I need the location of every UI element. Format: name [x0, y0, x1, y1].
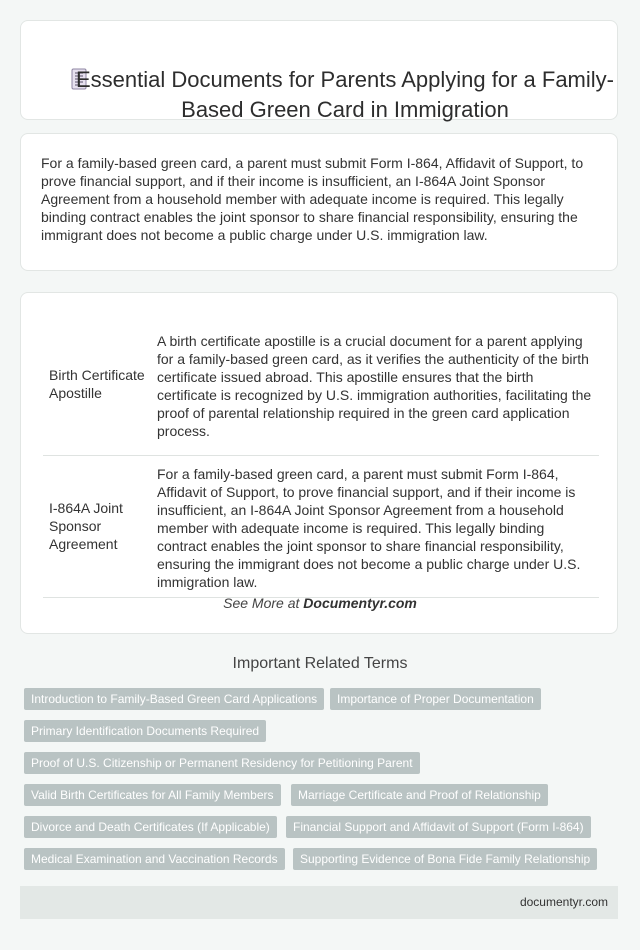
related-tag[interactable]: Financial Support and Affidavit of Support (Form I-864) — [286, 816, 591, 838]
title-card — [20, 20, 618, 120]
related-tag[interactable]: Medical Examination and Vaccination Records — [24, 848, 285, 870]
related-tag[interactable]: Marriage Certificate and Proof of Relationship — [291, 784, 548, 806]
see-more-site: Documentyr.com — [303, 595, 417, 611]
summary-card — [20, 133, 618, 271]
see-more-prefix: See More at — [223, 595, 304, 611]
related-tag[interactable]: Introduction to Family-Based Green Card Applications — [24, 688, 324, 710]
document-definition: For a family-based green card, a parent must submit Form I-864, Affidavit of Support, to prove financial support, and if their income is insufficient, an I-864A Joint Sponsor Agreement from a household member with adequate income is required. This legally binding contract enables the joint sponsor to share financial responsibility, ensuring the immigrant does not become a public charge under U.S. immigration law. — [153, 455, 599, 597]
document-term: Birth Certificate Apostille — [43, 313, 153, 455]
page-title: Essential Documents for Parents Applying for a Family-Based Green Card in Immigration — [75, 67, 614, 122]
documents-table — [43, 313, 599, 598]
related-tag[interactable]: Primary Identification Documents Required — [24, 720, 266, 742]
document-definition: A birth certificate apostille is a crucial document for a parent applying for a family-based green card, as it verifies the authenticity of the birth certificate issued abroad. This apostille ensures that the birth certificate is recognized by U.S. immigration authorities, facilitating the proof of parental relationship required in the green card application process. — [153, 313, 599, 455]
table-row — [43, 455, 599, 597]
document-term: I-864A Joint Sponsor Agreement — [43, 455, 153, 597]
related-tag[interactable]: Proof of U.S. Citizenship or Permanent Residency for Petitioning Parent — [24, 752, 420, 774]
related-tag[interactable]: Valid Birth Certificates for All Family Members — [24, 784, 281, 806]
footer — [20, 886, 618, 919]
related-terms-heading: Important Related Terms — [232, 655, 408, 672]
documents-card — [20, 292, 618, 634]
footer-site-link[interactable]: documentyr.com — [519, 895, 608, 909]
related-tag[interactable]: Divorce and Death Certificates (If Applicable) — [24, 816, 277, 838]
related-tag[interactable]: Supporting Evidence of Bona Fide Family Relationship — [293, 848, 597, 870]
summary-text: For a family-based green card, a parent must submit Form I-864, Affidavit of Support, to prove financial support, and if their income is insufficient, an I-864A Joint Sponsor Agreement from a household member with adequate income is required. This legally binding contract enables the joint sponsor to share financial responsibility, ensuring the immigrant does not become a public charge under U.S. immigration law. — [41, 155, 584, 243]
table-row — [43, 313, 599, 455]
related-tag[interactable]: Importance of Proper Documentation — [330, 688, 541, 710]
see-more-link[interactable] — [21, 595, 619, 611]
